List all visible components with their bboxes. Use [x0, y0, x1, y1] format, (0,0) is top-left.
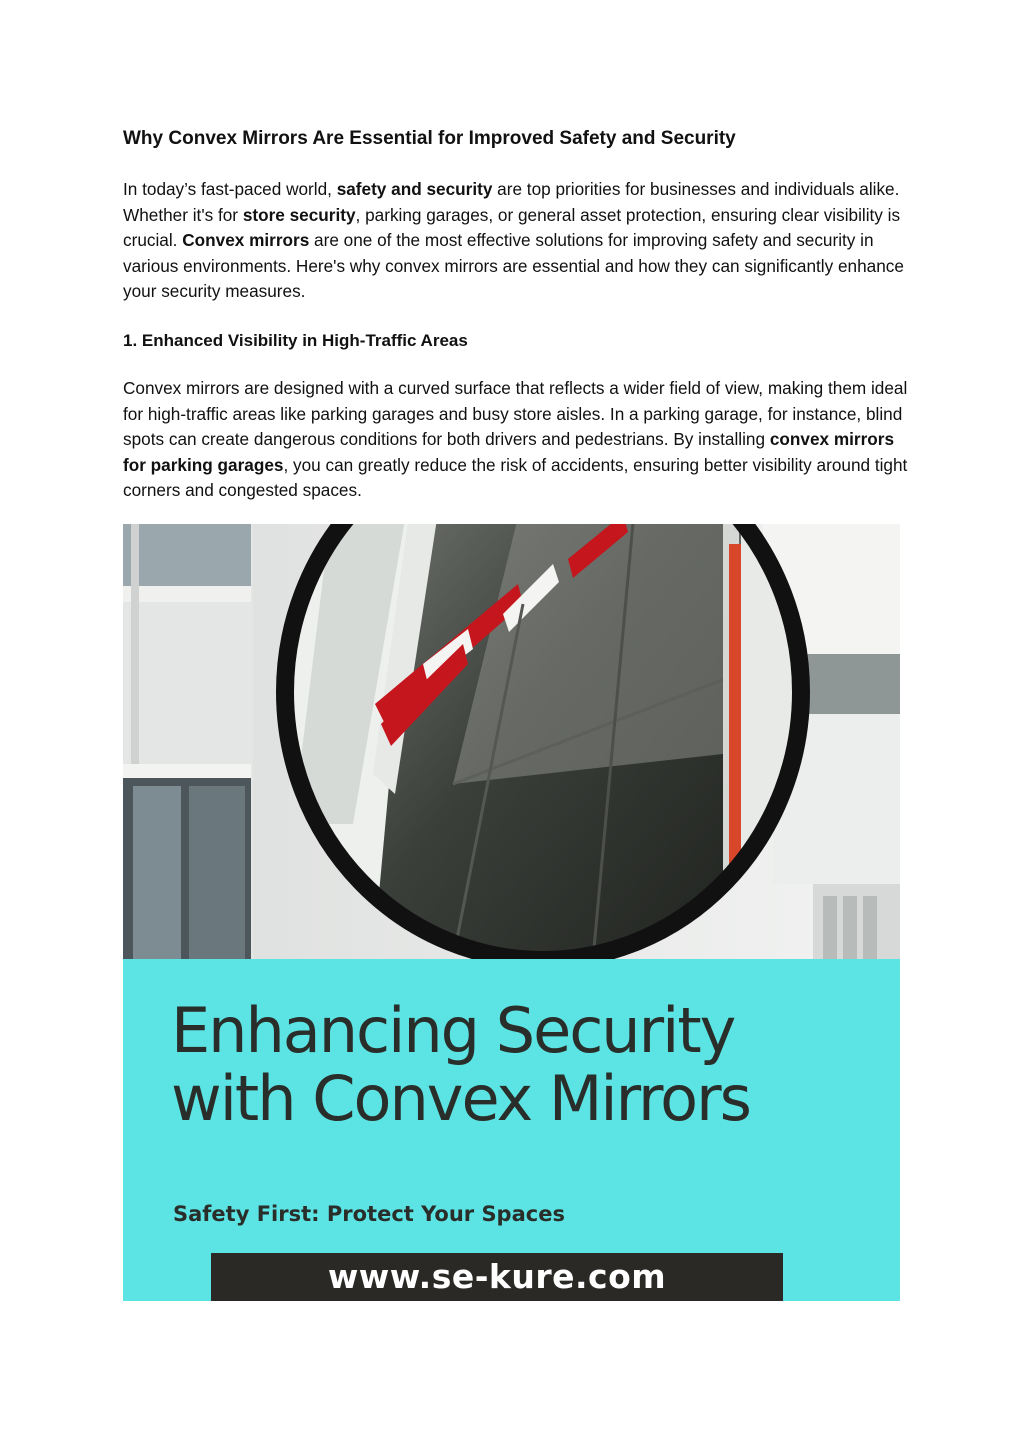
section-1-heading: 1. Enhanced Visibility in High-Traffic Areas — [123, 331, 468, 350]
section-1-bold-parking-mirrors: convex mirrors for parking garages — [123, 429, 895, 475]
promo-banner-image — [123, 524, 900, 1301]
intro-text-2: are top priorities for businesses and individuals alike. Whether it's for — [123, 179, 900, 225]
section-1-text-2: , you can greatly reduce the risk of accidents, ensuring better visibility around tight corners and congested spaces. — [123, 454, 908, 501]
intro-text-1: In today’s fast-paced world, — [123, 179, 337, 199]
banner-url-text: www.se-kure.com — [327, 1257, 667, 1296]
banner-tagline: Safety First: Protect Your Spaces — [173, 1202, 565, 1226]
section-1-paragraph — [123, 376, 913, 504]
intro-text-3: , parking garages, or general asset protection, ensuring clear visibility is crucial. — [123, 204, 901, 251]
banner-headline-line-2: with Convex Mirrors — [171, 1062, 750, 1135]
intro-bold-convex-mirrors: Convex mirrors — [182, 230, 310, 251]
banner-headline-line-1: Enhancing Security — [171, 994, 735, 1067]
intro-paragraph — [123, 177, 913, 305]
intro-text-4: are one of the most effective solutions for improving safety and security in various environments. Here's why convex mirrors are essential and how they can significantly enhance your security measures. — [123, 230, 904, 302]
article-title: Why Convex Mirrors Are Essential for Improved Safety and Security — [123, 128, 736, 149]
banner-headline — [171, 994, 891, 1135]
convex-mirror-photo — [123, 524, 900, 959]
banner-url-bar — [211, 1253, 783, 1301]
section-1-text-1: Convex mirrors are designed with a curved surface that reflects a wider field of view, making them ideal for high-traffic areas like parking garages and busy store aisles. In a parking garage, for instance, blind spots can create dangerous conditions for both drivers and pedestrians. By installing — [123, 378, 908, 450]
banner-caption-area — [123, 959, 900, 1301]
intro-bold-store-security: store security — [242, 204, 356, 225]
intro-bold-safety-security: safety and security — [336, 179, 493, 199]
